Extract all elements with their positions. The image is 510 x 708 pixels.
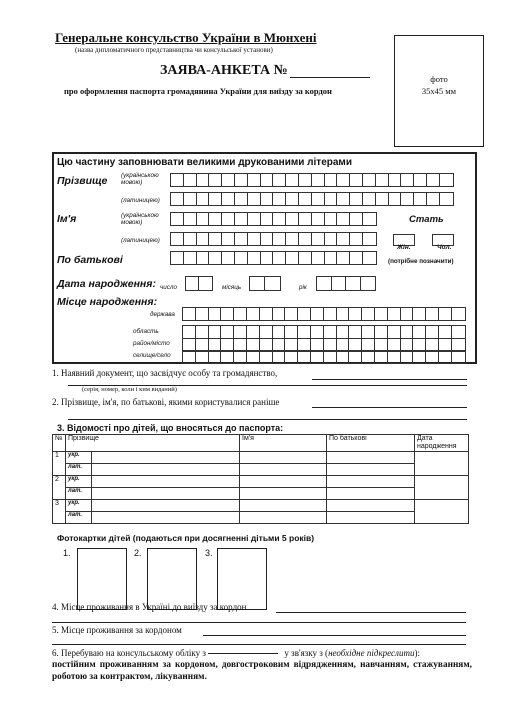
name-latin-cells[interactable] (170, 232, 377, 246)
item-5-line-2[interactable] (52, 644, 466, 645)
name-label: Ім'я (57, 213, 77, 225)
item-2-line-2[interactable] (68, 419, 467, 420)
cell[interactable] (415, 452, 469, 476)
item-4-line[interactable] (276, 612, 466, 613)
section-heading: Цю частину заповнювати великими друкованими літерами (57, 157, 352, 168)
sex-label: Стать (409, 214, 444, 225)
item-1-line-2[interactable] (68, 385, 467, 386)
dob-label: Дата народження: (57, 278, 156, 290)
dob-day-cells[interactable] (185, 276, 213, 291)
pob-village-hint: селище/село (133, 352, 171, 359)
pob-country-cells[interactable] (182, 307, 466, 321)
patronymic-cells[interactable] (170, 251, 377, 265)
form-title: ЗАЯВА-АНКЕТА № (160, 63, 288, 78)
item-1-hint: (серія, номер, коли і ким виданий) (82, 386, 177, 393)
form-subtitle: про оформлення паспорта громадянина України для виїзду за кордон (64, 86, 332, 96)
row-sub: лат. (66, 488, 92, 500)
child-photo-3[interactable] (217, 548, 267, 610)
name-ua-hint: (українською мовою) (121, 212, 159, 226)
name-ua-cells[interactable] (170, 212, 377, 226)
photo-size: 35х45 мм (421, 86, 457, 96)
mark-hint: (потрібне позначити) (388, 258, 454, 265)
dob-day-hint: число (160, 284, 177, 291)
cell[interactable] (92, 500, 240, 512)
item-3-heading: 3. Відомості про дітей, що вносяться до паспорта: (57, 423, 284, 433)
row-sub: укр. (66, 452, 92, 464)
child-photo-1-label: 1. (63, 548, 71, 558)
row-num: 1 (53, 452, 66, 476)
item-6-a: 6. Перебуваю на консульському обліку з (52, 648, 206, 658)
row-sub: укр. (66, 476, 92, 488)
cell[interactable] (240, 500, 327, 512)
item-6-d: ): (414, 648, 420, 658)
child-photo-2[interactable] (147, 548, 197, 610)
name-latin-hint: (латиницею) (121, 237, 160, 244)
child-photo-2-label: 2. (134, 548, 142, 558)
item-6-date-line[interactable] (208, 653, 278, 654)
dob-month-cells[interactable] (249, 276, 281, 291)
surname-latin-hint: (латиницею) (121, 197, 160, 204)
cell[interactable] (92, 464, 240, 476)
cell[interactable] (92, 476, 240, 488)
col-surname: Прізвище (66, 435, 240, 452)
col-dob: Дата народження (415, 435, 469, 452)
item-5-line[interactable] (203, 635, 466, 636)
row-sub: лат. (66, 464, 92, 476)
cell[interactable] (92, 512, 240, 524)
cell[interactable] (327, 476, 415, 488)
cell[interactable] (415, 500, 469, 524)
pob-label: Місце народження: (57, 296, 158, 308)
item-4-line-2[interactable] (52, 622, 466, 623)
item-2-text: 2. Прізвище, ім'я, по батькові, якими користувалися раніше (52, 397, 280, 407)
surname-label: Прізвище (57, 175, 108, 187)
dob-month-hint: місяць (222, 284, 242, 291)
item-6-options: постійним проживанням за кордоном, довгостроковим відрядженням, навчанням, стажуванням, роботою за контрактом, лікуванням. (52, 660, 472, 682)
male-label: Чол. (437, 244, 452, 251)
cell[interactable] (240, 464, 327, 476)
item-6-c: необхідне підкреслити (328, 648, 415, 658)
cell[interactable] (327, 500, 415, 512)
pob-district-hint: район/місто (133, 340, 170, 347)
cell[interactable] (327, 452, 415, 464)
pob-region-hint: область (133, 328, 159, 335)
cell[interactable] (240, 476, 327, 488)
cell[interactable] (92, 488, 240, 500)
cell[interactable] (240, 452, 327, 464)
cell[interactable] (92, 452, 240, 464)
dob-year-cells[interactable] (316, 276, 376, 291)
pob-region-cells[interactable] (182, 325, 466, 339)
surname-ua-hint: (українською мовою) (121, 172, 159, 186)
item-4-text: 4. Місце проживання в Україні до виїзду за кордон (52, 602, 247, 612)
item-2-line[interactable] (312, 407, 467, 408)
pob-country-hint: держава (150, 311, 175, 318)
col-num: № (53, 435, 66, 452)
pob-village-cells[interactable] (182, 350, 466, 364)
children-table (52, 434, 469, 524)
item-6-b: у зв'язку з ( (284, 648, 329, 658)
col-patronymic: По батькові (327, 435, 415, 452)
row-sub: укр. (66, 500, 92, 512)
cell[interactable] (327, 512, 415, 524)
item-5-text: 5. Місце проживання за кордоном (52, 625, 182, 635)
children-photos-heading: Фотокартки дітей (подаються при досягненні дітьми 5 років) (57, 533, 315, 543)
row-num: 2 (53, 476, 66, 500)
photo-label: фото (430, 74, 448, 84)
female-label: Жін. (397, 244, 411, 251)
consulate-name: Генеральне консульство України в Мюнхені (55, 30, 317, 45)
cell[interactable] (240, 512, 327, 524)
item-1-text: 1. Наявний документ, що засвідчує особу та громадянство, (52, 368, 278, 378)
form-number-line[interactable] (290, 77, 370, 78)
child-photo-1[interactable] (77, 548, 127, 610)
cell[interactable] (240, 488, 327, 500)
col-name: Ім'я (240, 435, 327, 452)
surname-ua-cells[interactable] (170, 173, 454, 187)
surname-latin-cells[interactable] (170, 192, 454, 206)
child-photo-3-label: 3. (205, 548, 213, 558)
row-sub: лат. (66, 512, 92, 524)
item-1-line[interactable] (312, 379, 467, 380)
cell[interactable] (415, 476, 469, 500)
cell[interactable] (327, 464, 415, 476)
row-num: 3 (53, 500, 66, 524)
item-6-text (52, 648, 482, 658)
cell[interactable] (327, 488, 415, 500)
dob-year-hint: рік (299, 284, 307, 291)
consulate-hint: (назва дипломатичного представництва чи консульської установи) (75, 46, 273, 54)
photo-box[interactable] (394, 35, 484, 147)
patronymic-label: По батькові (57, 254, 123, 266)
